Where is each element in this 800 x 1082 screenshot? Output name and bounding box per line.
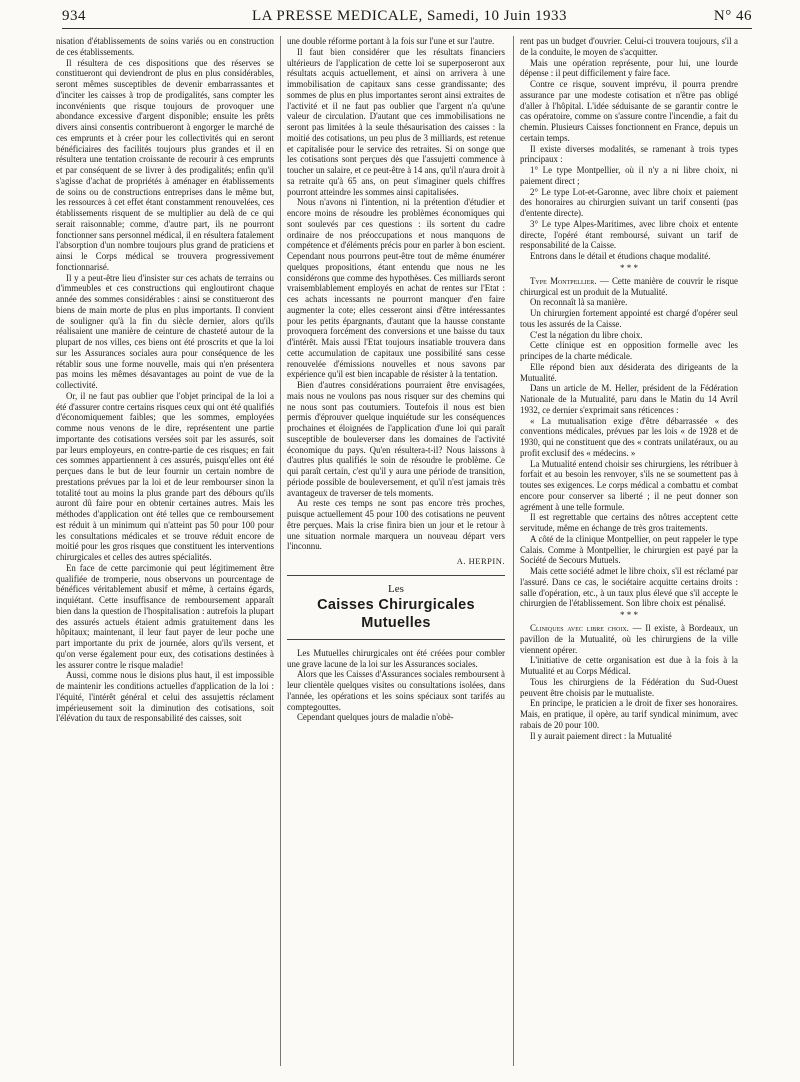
paragraph: rent pas un budget d'ouvrier. Celui-ci trouvera toujours, s'il a de la conduite, le moyen de s'acquitter.	[520, 36, 738, 57]
paragraph: Un chirurgien fortement appointé est chargé d'opérer seul tous les assurés de la Caisse.	[520, 308, 738, 329]
section-lead: — Il existe, à Bordeaux, un pavillon de la Mutualité, où les chirurgiens de la ville viennent opérer.	[520, 623, 738, 655]
paragraph: Alors que les Caisses d'Assurances sociales remboursent à leur clientèle quelques visites ou consultations isolées, dans l'année, les opérations et les soins spéciaux sont tarifés au comptegouttes.	[287, 669, 505, 712]
paragraph: Contre ce risque, souvent imprévu, il pourra prendre assurance par une modeste cotisation et n'être pas obligé d'aller à l'hôpital. L'idée séduisante de se garantir contre le cas opératoire, comme on s'assure contre l'incendie, a fait du chemin. Plusieurs Caisses fonctionnent en France, depuis un certain temps.	[520, 79, 738, 143]
paragraph: Il y aurait paiement direct : la Mutualité	[530, 730, 672, 741]
column-3	[520, 36, 738, 1066]
issue-number: N° 46	[713, 8, 752, 24]
paragraph: L'initiative de cette organisation est due à la fois à la Mutualité et au Corps Médical.	[520, 655, 738, 676]
column-rule	[280, 36, 281, 1066]
section-lead: — Cette manière de couvrir le risque chirurgical est un produit de la Mutualité.	[520, 275, 738, 297]
paragraph: Cette clinique est en opposition formelle avec les principes de la charte médicale.	[520, 340, 738, 361]
paragraph: C'est la négation du libre choix.	[530, 329, 643, 340]
section-heading: Cliniques avec libre choix.	[530, 623, 629, 633]
paragraph: La Mutualité entend choisir ses chirurgiens, les rétribuer à forfait et au besoin les renvoyer, s'ils ne se soumettent pas à toutes ses exigences. Le corps médical a combattu et combat encore pour conserver sa liberté ; il ne peut donner son agrément à une telle formule.	[520, 458, 738, 512]
page-header	[62, 6, 752, 29]
paragraph: Au reste ces temps ne sont pas encore très proches, puisque actuellement 45 pour 100 des cotisations ne peuvent être perçues. Mais la crise finira bien un jour et le retour à une situation normale marquera un nouveau départ vers l'inconnu.	[287, 498, 505, 552]
paragraph: Il faut bien considérer que les résultats financiers ultérieurs de l'application de cette loi se superposeront aux résultats acquis actuellement, et ainsi on arrivera à une immobilisation de capitaux sans cesse grandissante; des sommes de plus en plus importantes seront ainsi extraites de l'activité et il ne faut pas oublier que l'argent n'a qu'une valeur de circulation. D'autant que ces immobilisations ne seront pas limitées à la seule thésaurisation des caisses : la moitié des cotisations, un peu plus de 3 milliards, est retenue et capitalisée pour le service des retraites. Si on songe que les cotisations sont perçues dès que l'assujetti commence à toucher un salaire, et ce peut-être à 14 ans, qu'il n'aura droit à sa retraite qu'à 65 ans, on peut s'imaginer quels chiffres pourront atteindre les sommes ainsi capitalisées.	[287, 46, 505, 197]
paragraph: Aussi, comme nous le disions plus haut, il est impossible de maintenir les conditions actuelles d'application de la loi : l'équité, l'intérêt général et celui des assujettis réclament impérieusement soit la diminution des cotisations, soit l'élévation du taux de responsabilité des caisses, soit	[56, 670, 274, 724]
paragraph: Mais cette société admet le libre choix, s'il est réclamé par l'assuré. Dans ce cas, le sociétaire acquitte certains droits : salle d'opération, etc., à un taux plus élevé que s'il accepte le chirurgien de l'établissement. Son libre choix est pénalisé.	[520, 566, 738, 609]
section-paragraph	[520, 623, 738, 655]
paragraph: En principe, le praticien a le droit de fixer ses honoraires. Mais, en pratique, il opère, au tarif syndical minimum, avec rabais de 20 pour 100.	[520, 698, 738, 730]
author-signature: A. HERPIN.	[456, 556, 505, 566]
paragraph: Elle répond bien aux désiderata des dirigeants de la Mutualité.	[520, 361, 738, 383]
paragraph: Cependant quelques jours de maladie n'obè-	[297, 712, 454, 723]
column-1	[56, 36, 274, 1066]
paragraph: Nous n'avons ni l'intention, ni la prétention d'étudier et encore moins de résoudre les problèmes économiques qui sont soulevés par ces questions : ils sortent du cadre ordinaire de nos préoccupations et nous manquons de compétence et d'éléments précis pour en parler à bon escient. Cependant nous pourrons peut-être tout de même énumérer quelques propositions, étant entendu que nous ne les considérons que comme des hypothèses. Ces milliards seront vraisemblablement employés en achat de rentes sur l'Etat : ces achats incessants ne pourront manquer d'en faire augmenter la cote; elles cesseront ainsi d'être intéressantes pour les petits épargnants, d'autant que la hausse constante provoquera forcément des conversions et une baisse du taux d'intérêt. Mais aussi l'Etat toujours insatiable trouvera dans cette accumulation de capitaux une possibilité sans cesse renouvelée d'émissions nouvelles et nous savons par expérience qu'il est bien incapable de résister à la tentation.	[287, 197, 505, 380]
paragraph: Les Mutuelles chirurgicales ont été créées pour combler une grave lacune de la loi sur les Assurances sociales.	[287, 647, 505, 669]
journal-title: LA PRESSE MEDICALE, Samedi, 10 Juin 1933	[252, 8, 568, 24]
paragraph: Bien d'autres considérations pourraient être envisagées, mais nous ne voulons pas nous risquer sur des chemins qui ne nous sont pas coutumiers. Toutefois il nous est bien permis d'éprouver quelque inquiétude sur les conséquences prochaines et éloignées de l'application d'une loi qui paraît susceptible de bouleverser dans les domaines de l'activité économique du pays. Qu'en résultera-t-il? Nous laissons à d'autres plus qualifiés le soin de résoudre le problème. Ce qui paraît certain, c'est qu'il y aura une période de transition, période possible de bouleversement, et qu'il n'est jamais très avantageux de traverser de tels moments.	[287, 380, 505, 498]
paragraph: En face de cette parcimonie qui peut légitimement être qualifiée de tromperie, nous observons un pourcentage de bénéfices véritablement abusif et même, à certains égards, inquiétant. Cette insuffisance de remboursement apparaît bien dans la question de l'hospitalisation : autrefois la plupart des assurés actuels étaient admis gratuitement dans les hôpitaux; maintenant, il leur faut payer de leur poche une part importante du prix de journée, alors qu'ils versent, et qu'on verse également pour eux, des cotisations destinées à les assurer contre le risque maladie!	[56, 562, 274, 670]
paragraph: nisation d'établissements de soins variés ou en construction de ces établissements.	[56, 36, 274, 57]
list-item: 1° Le type Montpellier, où il n'y a ni libre choix, ni paiement direct ;	[520, 165, 738, 186]
paragraph: Il est regrettable que certains des nôtres acceptent cette servitude, même en échange de très gros traitements.	[520, 512, 738, 533]
article-title-box	[287, 575, 505, 640]
list-item: 2° Le type Lot-et-Garonne, avec libre choix et paiement des honoraires au chirurgien suivant un tarif consenti (pas d'entente directe).	[520, 186, 738, 218]
page-number: 934	[62, 8, 86, 24]
article-title: Caisses Chirurgicales Mutuelles	[317, 596, 475, 631]
section-paragraph	[520, 276, 738, 298]
section-separator: * * *	[620, 610, 638, 620]
section-separator: * * *	[620, 262, 638, 273]
paragraph: A côté de la clinique Montpellier, on peut rappeler le type Calais. Comme à Montpellier, le chirurgien est payé par la Société de Secours Mutuels.	[520, 533, 738, 566]
paragraph: une double réforme portant à la fois sur l'une et sur l'autre.	[287, 36, 495, 46]
column-rule	[513, 36, 514, 1066]
paragraph: Entrons dans le détail et étudions chaque modalité.	[530, 251, 711, 261]
paragraph: Or, il ne faut pas oublier que l'objet principal de la loi a été d'assurer contre certains risques ceux qui ont été qualifiés d'économiquement faibles; que les sommes, employées comme nous venons de le dire, représentent une partie importante des cotisations versées soit par les assurés, soit par leurs employeurs, en contre-partie de ces risques; en fait ces sommes appartiennent à ces assurés, puisqu'elles ont été perçues dans le but de leur fournir un certain nombre de prestations prévues par la loi et de leur rembourser sinon la totalité tout au moins la plus grande part des débours qu'ils auront dû faire pour en obtenir certaines autres. Mais les méthodes d'application ont été telles que ce remboursement est réduit à un minimum qui n'atteint pas 50 pour 100 pour les consultations médicales et se trouve réduit encore de moitié pour les gros risques que constituent les interventions chirurgicales et celles des autres spécialités.	[56, 390, 274, 562]
paragraph: Tous les chirurgiens de la Fédération du Sud-Ouest peuvent être choisis par le mutualiste.	[520, 676, 738, 698]
article-kicker: Les	[388, 582, 404, 595]
paragraph: Il existe diverses modalités, se ramenant à trois types principaux :	[520, 143, 738, 165]
paragraph: On reconnaît là sa manière.	[530, 297, 628, 308]
paragraph: Il résultera de ces dispositions que des réserves se constitueront qui deviendront de plus en plus considérables, seront mêmes susceptibles de devenir embarrassantes et d'inciter les caisses à trop de prodigalités, sans compter les inconvénients que risque toujours de provoquer une abondance excessive d'argent disponible; ensuite les prêts divers ainsi consentis contribueront à engorger le marché de ces emprunts et à créer pour les collectivités qui en seront bénéficiaires des facilités toujours plus grandes et il en résultera une tentation croissante de recourir à ces emprunts et par conséquent de se livrer à des prodigalités; enfin qu'il s'agisse d'achat de propriétés à aménager en établissements de soins ou de constructions entreprises dans le même but, les ressources à cet effet étant constamment renouvelées, ces établissements risquent de se multiplier au delà de ce qui serait raisonnable; comme, d'autre part, ils ne pourront fonctionner sans personnel médical, il en résultera fatalement l'absorption d'un nombre toujours plus grand de praticiens et ainsi le Corps médical se trouvera progressivement fonctionnarisé.	[56, 57, 274, 272]
quotation: « La mutualisation exige d'être débarrassée « des conventions médicales, prévues par les lois « de 1928 et de 1930, qui ne constituent que des « contrats unilatéraux, ou au profit exclusif des « médecins. »	[520, 415, 738, 458]
paragraph: Dans un article de M. Heller, président de la Fédération Nationale de la Mutualité, paru dans le Matin du 14 Avril 1932, ce dernier s'exprimait sans réticences :	[520, 383, 738, 415]
section-heading: Type Montpellier.	[530, 275, 597, 286]
paragraph: Mais une opération représente, pour lui, une lourde dépense : il peut difficilement y faire face.	[520, 57, 738, 79]
column-2	[287, 36, 505, 1066]
paragraph: Il y a peut-être lieu d'insister sur ces achats de terrains ou d'immeubles et ces constructions qui engloutiront chaque année des sommes considérables : ainsi se constitueront des biens de main morte de plus en plus importants. Il convient de souligner qu'à la fin du siècle dernier, alors qu'ils réalisaient une manière de ceinture de chasteté autour de la plupart de nos villes, ces biens ont été proscrits et que la loi sur les Assurances sociales aura pour conséquence de les rétablir sous une forme nouvelle, mais qui n'en présentera pas moins les mêmes désavantages au point de vue de la collectivité.	[56, 272, 274, 390]
list-item: 3° Le type Alpes-Maritimes, avec libre choix et entente directe, l'opéré étant remboursé, suivant un tarif de responsabilité de la Caisse.	[520, 218, 738, 251]
